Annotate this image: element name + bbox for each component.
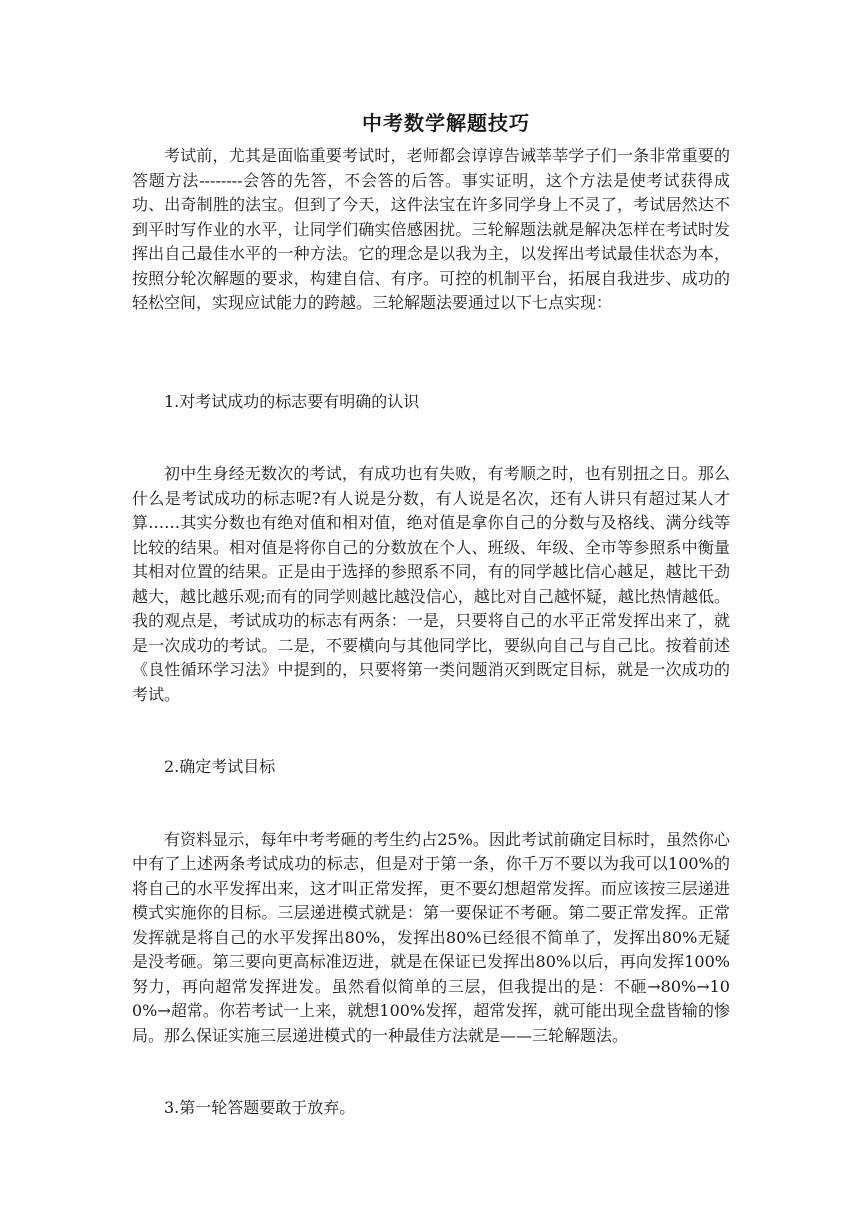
section-heading-2: 2.确定考试目标	[164, 757, 276, 776]
section-body-2: 有资料显示，每年中考考砸的考生约占25%。因此考试前确定目标时，虽然你心中有了上述两条考试成功的标志，但是对于第一条，你千万不要以为我可以100%的将自己的水平发挥出来，这才叫正常发挥，更不要幻想超常发挥。而应该按三层递进模式实施你的目标。三层递进模式就是：第一要保证不考砸。第二要正常发挥。正常发挥就是将自己的水平发挥出80%，发挥出80%已经很不简单了，发挥出80%无疑是没考砸。第三要向更高标准迈进，就是在保证已发挥出80%以后，再向发挥100%努力，再向超常发挥进发。虽然看似简单的三层，但我提出的是：不砸→80%→100%→超常。你若考试一上来，就想100%发挥，超常发挥，就可能出现全盘皆输的惨局。那么保证实施三层递进模式的一种最佳方法就是——三轮解题法。	[132, 829, 730, 1045]
intro-paragraph: 考试前，尤其是面临重要考试时，老师都会谆谆告诫莘莘学子们一条非常重要的答题方法--------会答的先答，不会答的后答。事实证明，这个方法是使考试获得成功、出奇制胜的法宝。但到了今天，这件法宝在许多同学身上不灵了，考试居然达不到平时写作业的水平，让同学们确实倍感困扰。三轮解题法就是解决怎样在考试时发挥出自己最佳水平的一种方法。它的理念是以我为主，以发挥出考试最佳状态为本，按照分轮次解题的要求，构建自信、有序。可控的机制平台，拓展自我进步、成功的轻松空间，实现应试能力的跨越。三轮解题法要通过以下七点实现：	[132, 146, 730, 312]
spacer	[132, 414, 730, 462]
document-title: 中考数学解题技巧	[362, 111, 530, 135]
document-page	[132, 108, 730, 1121]
spacer	[132, 780, 730, 828]
spacer	[132, 316, 730, 390]
section-heading-3: 3.第一轮答题要敢于放弃。	[164, 1098, 356, 1117]
section-body-1: 初中生身经无数次的考试，有成功也有失败，有考顺之时，也有别扭之日。那么什么是考试成功的标志呢?有人说是分数，有人说是名次，还有人讲只有超过某人才算……其实分数也有绝对值和相对值，绝对值是拿你自己的分数与及格线、满分线等比较的结果。相对值是将你自己的分数放在个人、班级、年级、全市等参照系中衡量其相对位置的结果。正是由于选择的参照系不同，有的同学越比信心越足，越比干劲越大，越比越乐观;而有的同学则越比越没信心，越比对自己越怀疑，越比热情越低。我的观点是，考试成功的标志有两条：一是，只要将自己的水平正常发挥出来了，就是一次成功的考试。二是，不要横向与其他同学比，要纵向自己与自己比。按着前述《良性循环学习法》中提到的，只要将第一类问题消灭到既定目标，就是一次成功的考试。	[132, 464, 730, 704]
section-heading-1: 1.对考试成功的标志要有明确的认识	[164, 391, 420, 411]
spacer	[132, 707, 730, 755]
spacer	[132, 1048, 730, 1096]
